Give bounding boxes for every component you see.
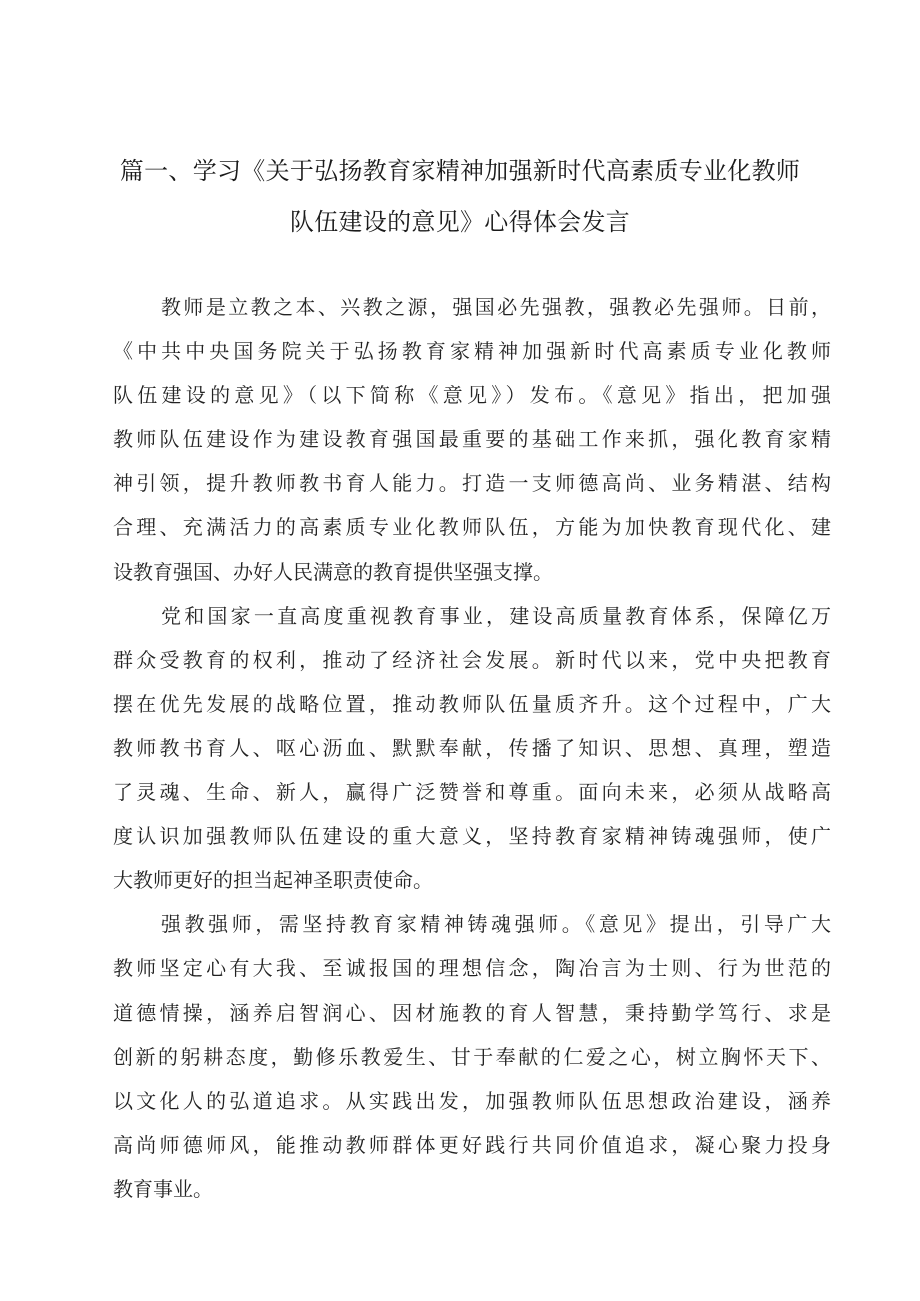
- paragraph-line: 强教强师，需坚持教育家精神铸魂强师。《意见》提出，引导广大: [161, 912, 831, 937]
- paragraph-2: [113, 594, 831, 903]
- paragraph-line: 教师队伍建设作为建设教育强国最重要的基础工作来抓，强化教育家精: [113, 427, 831, 452]
- document-title: [110, 146, 810, 248]
- paragraph-line: 教师是立教之本、兴教之源，强国必先强教，强教必先强师。日前，: [161, 295, 831, 319]
- paragraph-line: 了灵魂、生命、新人，赢得广泛赞誉和尊重。面向未来，必须从战略高: [113, 780, 831, 805]
- title-line-1: 篇一、学习《关于弘扬教育家精神加强新时代高素质专业化教师: [119, 157, 801, 185]
- paragraph-line: 群众受教育的权利，推动了经济社会发展。新时代以来，党中央把教育: [113, 647, 831, 672]
- paragraph-line: 党和国家一直高度重视教育事业，建设高质量教育体系，保障亿万: [161, 603, 831, 628]
- paragraph-line: 摆在优先发展的战略位置，推动教师队伍量质齐升。这个过程中，广大: [113, 691, 831, 716]
- paragraph-line: 以文化人的弘道追求。从实践出发，加强教师队伍思想政治建设，涵养: [113, 1088, 831, 1113]
- title-line-2: 队伍建设的意见》心得体会发言: [289, 208, 631, 236]
- paragraph-3: [113, 902, 831, 1211]
- paragraph-line: 教师坚定心有大我、至诚报国的理想信念，陶冶言为士则、行为世范的: [113, 956, 831, 981]
- paragraph-line: 教育事业。: [113, 1176, 213, 1201]
- paragraph-line: 大教师更好的担当起神圣职责使命。: [113, 868, 433, 893]
- paragraph-line: 度认识加强教师队伍建设的重大意义，坚持教育家精神铸魂强师，使广: [113, 824, 831, 849]
- paragraph-line: 队伍建设的意见》（以下简称《意见》）发布。《意见》指出，把加强: [113, 383, 831, 408]
- paragraph-line: 教师教书育人、呕心沥血、默默奉献，传播了知识、思想、真理，塑造: [113, 735, 831, 760]
- paragraph-line: 《中共中央国务院关于弘扬教育家精神加强新时代高素质专业化教师: [113, 339, 831, 364]
- paragraph-line: 设教育强国、办好人民满意的教育提供坚强支撑。: [113, 559, 553, 584]
- paragraph-line: 创新的躬耕态度，勤修乐教爱生、甘于奉献的仁爱之心，树立胸怀天下、: [113, 1044, 831, 1069]
- paragraph-line: 合理、充满活力的高素质专业化教师队伍，方能为加快教育现代化、建: [113, 515, 831, 540]
- paragraph-1: [113, 285, 831, 594]
- paragraph-line: 道德情操，涵养启智润心、因材施教的育人智慧，秉持勤学笃行、求是: [113, 1000, 831, 1025]
- paragraph-line: 高尚师德师风，能推动教师群体更好践行共同价值追求，凝心聚力投身: [113, 1132, 831, 1157]
- paragraph-line: 神引领，提升教师教书育人能力。打造一支师德高尚、业务精湛、结构: [113, 471, 831, 496]
- document-body: [113, 285, 831, 1211]
